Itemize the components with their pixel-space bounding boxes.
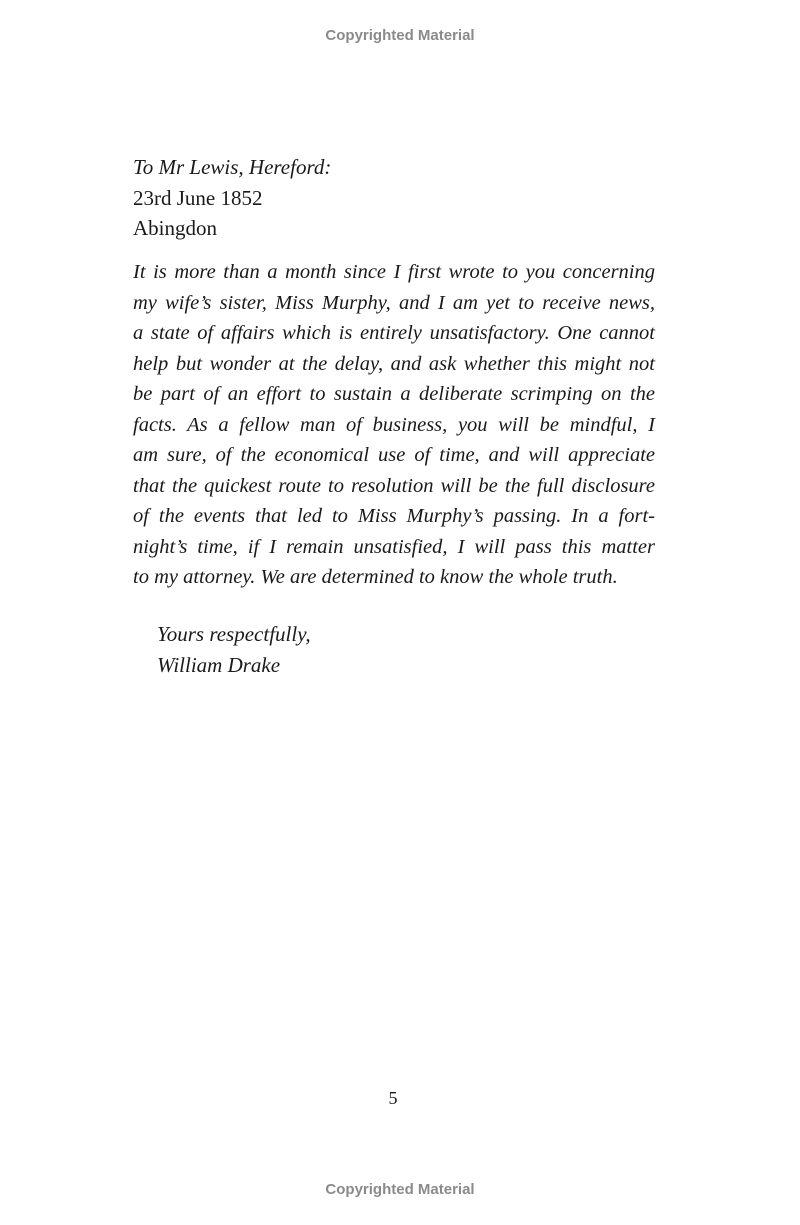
- letter-body: [133, 257, 655, 593]
- copyright-watermark-top: Copyrighted Material: [325, 27, 475, 44]
- body-line: It is more than a month since I first wrote to you concerning: [133, 261, 655, 283]
- body-line: be part of an effort to sustain a deliberate scrimping on the: [133, 383, 655, 405]
- letter-signoff: [157, 619, 311, 680]
- page-number: 5: [388, 1088, 398, 1108]
- body-line: facts. As a fellow man of business, you will be mindful, I: [133, 413, 655, 436]
- body-line: night’s time, if I remain unsatisfied, I will pass this matter: [133, 535, 655, 558]
- letter-addressee: To Mr Lewis, Hereford:: [133, 155, 332, 179]
- body-line: am sure, of the economical use of time, and will appreciate: [133, 444, 655, 466]
- body-line: a state of affairs which is entirely unsatisfactory. One cannot: [133, 322, 655, 344]
- letter-signature: William Drake: [157, 652, 281, 677]
- body-line: of the events that led to Miss Murphy’s passing. In a fort-: [133, 505, 655, 527]
- body-line: that the quickest route to resolution will be the full disclosure: [133, 474, 655, 497]
- letter-heading: [133, 152, 658, 244]
- letter-place: Abingdon: [133, 216, 217, 240]
- body-line: my wife’s sister, Miss Murphy, and I am yet to receive news,: [133, 291, 655, 314]
- body-line: to my attorney. We are determined to know the whole truth.: [133, 566, 618, 588]
- letter-date: 23rd June 1852: [133, 185, 263, 210]
- body-line: help but wonder at the delay, and ask whether this might not: [133, 352, 655, 375]
- letter-closing: Yours respectfully,: [157, 622, 311, 646]
- copyright-watermark-bottom: Copyrighted Material: [325, 1181, 475, 1198]
